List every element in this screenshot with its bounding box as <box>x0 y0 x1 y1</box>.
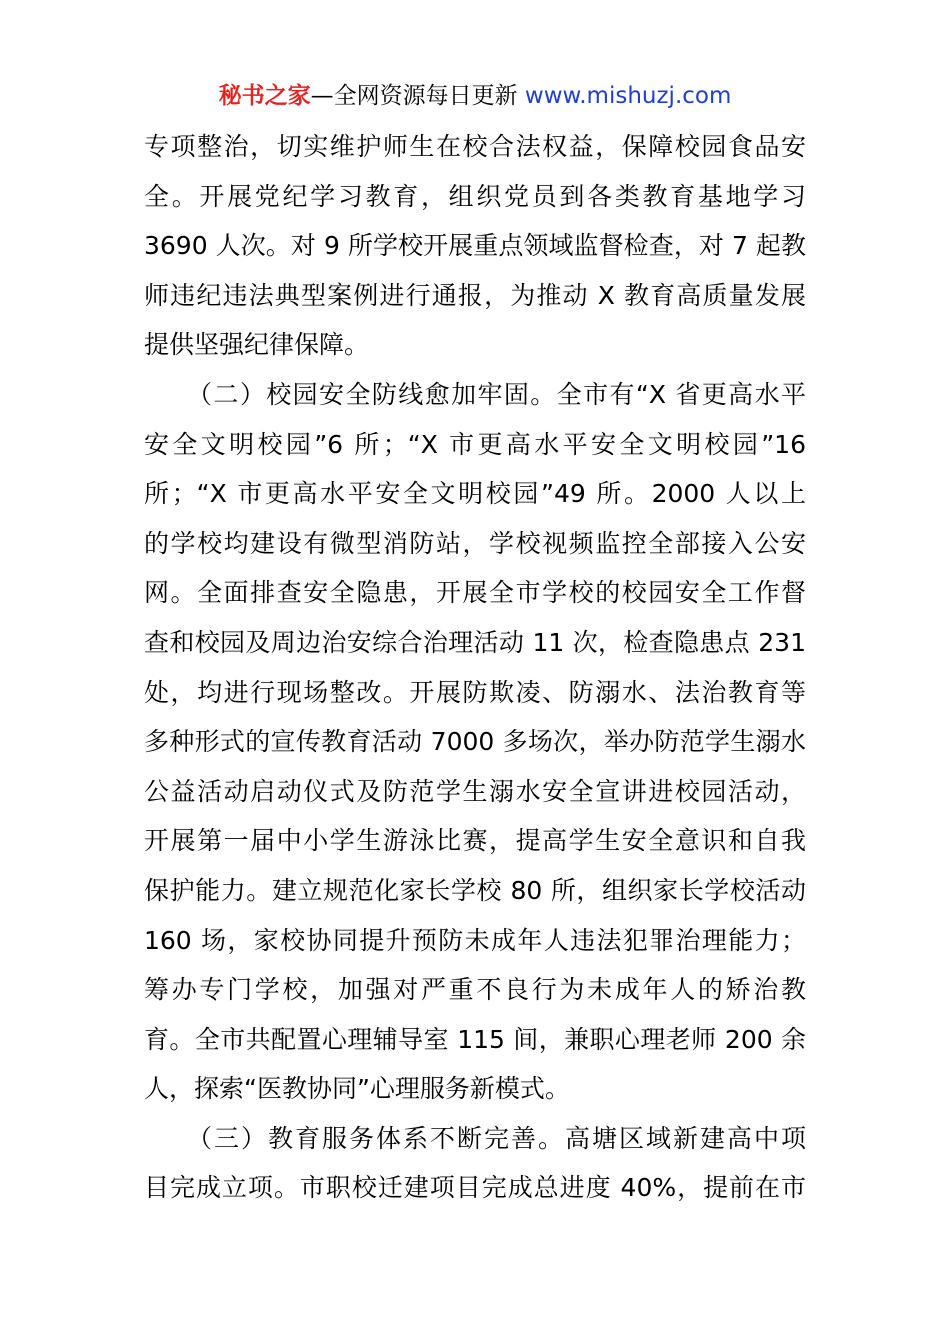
text-line: 筹办专门学校，加强对严重不良行为未成年人的矫治教 <box>144 975 806 1005</box>
site-tagline: —全网资源每日更新 <box>310 83 518 109</box>
site-brand: 秘书之家 <box>218 83 311 109</box>
text-line: 目完成立项。市职校迁建项目完成总进度 40%，提前在市 <box>144 1173 806 1203</box>
text-line: 提供坚强纪律保障。 <box>144 330 370 360</box>
text-line: 人，探索“医教协同”心理服务新模式。 <box>144 1074 570 1104</box>
site-url-link[interactable]: www.mishuzj.com <box>524 83 732 109</box>
section-heading-line: （三）教育服务体系不断完善。高塘区域新建高中项 <box>187 1123 806 1153</box>
text-line: 的学校均建设有微型消防站，学校视频监控全部接入公安 <box>144 528 806 558</box>
text-line: 保护能力。建立规范化家长学校 80 所，组织家长学校活动 <box>144 875 806 905</box>
text-line: 查和校园及周边治安综合治理活动 11 次，检查隐患点 231 <box>144 627 806 657</box>
site-header <box>0 78 950 114</box>
text-line: 网。全面排查安全隐患，开展全市学校的校园安全工作督 <box>144 578 806 608</box>
document-body <box>144 122 806 1213</box>
section-heading-line: （二）校园安全防线愈加牢固。全市有“X 省更高水平 <box>187 379 806 409</box>
text-line: 公益活动启动仪式及防范学生溺水安全宣讲进校园活动， <box>144 776 806 806</box>
text-line: 育。全市共配置心理辅导室 115 间，兼职心理老师 200 余 <box>144 1024 806 1054</box>
text-line: 3690 人次。对 9 所学校开展重点领域监督检查，对 7 起教 <box>144 231 806 261</box>
text-line: 160 场，家校协同提升预防未成年人违法犯罪治理能力； <box>144 925 806 955</box>
text-line: 师违纪违法典型案例进行通报，为推动 X 教育高质量发展 <box>144 280 806 310</box>
text-line: 开展第一届中小学生游泳比赛，提高学生安全意识和自我 <box>144 826 806 856</box>
text-line: 安全文明校园”6 所；“X 市更高水平安全文明校园”16 <box>144 429 806 459</box>
text-line: 多种形式的宣传教育活动 7000 多场次，举办防范学生溺水 <box>144 727 806 757</box>
text-line: 专项整治，切实维护师生在校合法权益，保障校园食品安 <box>144 132 806 161</box>
text-line: 处，均进行现场整改。开展防欺凌、防溺水、法治教育等 <box>144 677 806 707</box>
text-line: 全。开展党纪学习教育，组织党员到各类教育基地学习 <box>144 181 806 211</box>
text-line: 所；“X 市更高水平安全文明校园”49 所。2000 人以上 <box>144 479 806 509</box>
